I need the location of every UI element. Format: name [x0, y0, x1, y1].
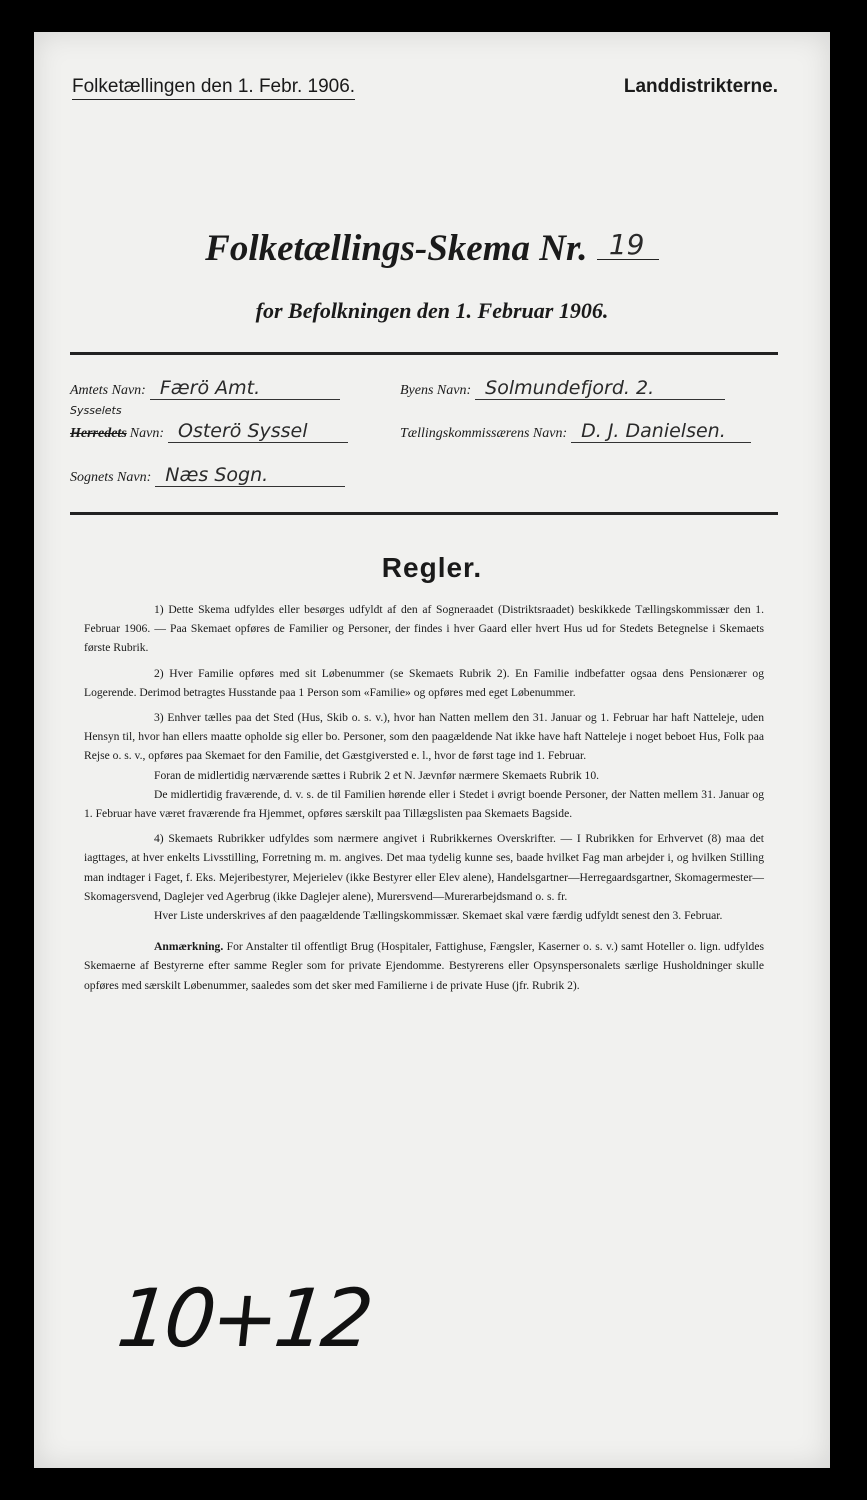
rule-paragraph: Hver Liste underskrives af den paagældende Tællingskommissær. Skemaet skal være færdig udfyldt senest den 3. Februar. — [154, 909, 723, 923]
byen-label: Byens Navn: — [400, 383, 472, 398]
sogn-label: Sognets Navn: — [70, 470, 152, 485]
rule-paragraph: 3) Enhver tælles paa det Sted (Hus, Skib o. s. v.), hvor han Natten mellem den 31. Januar og 1. Februar har haft Natteleje, uden Hensyn til, hvor han ellers maatte opholde sig eller bo. Personer, som den paagældende Nat ikke have haft Natteleje i noget beboet Hus, Folk paa Rejse o. s. v., opføres paa Skemaet for den Familie, det Gæstgiversted e. l., hvor de først tage ind 1. Februar. — [84, 711, 764, 763]
kommissaer-field — [400, 420, 751, 443]
kommissaer-label: Tællingskommissærens Navn: — [400, 426, 568, 441]
form-number-value: 19 — [608, 228, 645, 261]
herred-label: Navn: — [129, 426, 164, 441]
annotation-paragraph — [84, 937, 764, 995]
amt-label: Amtets Navn: — [70, 383, 146, 398]
sysselets-handwritten: Sysselets — [70, 404, 122, 417]
rule-paragraph: 4) Skemaets Rubrikker udfyldes som nærmere angivet i Rubrikkernes Overskrifter. — I Rubrikken for Erhvervet (8) maa det iagttages, at hver enkelts Livsstilling, Forretning m. m. angives. Det maa tydelig kunne ses, baade hvilket Fag man arbejder i, og hvilken Stilling man indtager i Faget, f. Eks. Mejeribestyrer, Mejerielev (ikke Bestyrer eller Elev alene), Handelsgartner—Herregaardsgartner, Skomagermester—Skomagersvend, Daglejer ved Agerbrug (ikke Daglejer alene), Murersvend—Murerarbejdsmand o. s. fr. — [84, 832, 764, 903]
rule-paragraph: 1) Dette Skema udfyldes eller besørges udfyldt af den af Sogneraadet (Distriktsraadet) beskikkede Tællingskommissær den 1. Februar 1906. — Paa Skemaet opføres de Familier og Personer, der findes i hver Gaard eller hvert Hus ud for Stedets Betegnelse i Skemaets første Rubrik. — [84, 603, 764, 655]
form-subtitle: for Befolkningen den 1. Februar 1906. — [255, 298, 609, 323]
rules-body — [84, 600, 764, 1001]
herred-struck-label: Herredets — [70, 426, 127, 441]
sogn-field — [70, 464, 345, 487]
annotation-label: Anmærkning. — [154, 940, 224, 954]
bottom-divider — [70, 512, 778, 515]
rule-paragraph: 2) Hver Familie opføres med sit Løbenummer (se Skemaets Rubrik 2). En Familie indbefatter ogsaa dens Pensionærer og Logerende. Derimod betragtes Husstande paa 1 Person som «Familie» og opføres med eget Løbenummer. — [84, 666, 764, 699]
rules-heading: Regler. — [381, 552, 483, 583]
census-form-page — [34, 32, 830, 1468]
rule-paragraph: Foran de midlertidig nærværende sættes i Rubrik 2 et N. Jævnfør nærmere Skemaets Rubrik 10. — [154, 768, 600, 782]
rule-paragraph: De midlertidig fraværende, d. v. s. de til Familien hørende eller i Stedet i øvrigt boende Personer, der Natten mellem 31. Januar og 1. Februar have været fraværende fra Hjemmet, opføres særskilt paa Tillægslisten paa Skemaets Bagside. — [84, 787, 764, 821]
district-type-header: Landdistrikterne. — [623, 76, 778, 97]
form-title — [34, 227, 830, 270]
herred-field — [70, 420, 348, 443]
amt-field — [70, 377, 340, 400]
sogn-value: Næs Sogn. — [155, 464, 345, 487]
form-number-field — [597, 228, 659, 261]
annotation-text: For Anstalter til offentligt Brug (Hospitaler, Fattighuse, Fængsler, Kaserner o. s. v.) samt Hoteller o. lign. udfyldes Skemaerne af Bestyrerne efter samme Regler som for private Ejendomme. Bestyrerens eller Opsynspersonalets særlige Husholdninger skulle opføres med særskilt Løbenummer, saaledes som det sker med Familierne i de private Huse (jfr. Rubrik 2). — [84, 940, 764, 992]
byen-value: Solmundefjord. 2. — [475, 377, 725, 400]
byen-field — [400, 377, 725, 400]
census-header-date: Folketællingen den 1. Febr. 1906. — [72, 76, 355, 100]
herred-value: Osterö Syssel — [168, 420, 348, 443]
kommissaer-value: D. J. Danielsen. — [571, 420, 751, 443]
amt-value: Færö Amt. — [150, 377, 340, 400]
handwritten-tally: 10+12 — [113, 1272, 374, 1365]
form-title-text: Folketællings-Skema Nr. — [205, 228, 588, 269]
top-divider — [70, 352, 778, 355]
